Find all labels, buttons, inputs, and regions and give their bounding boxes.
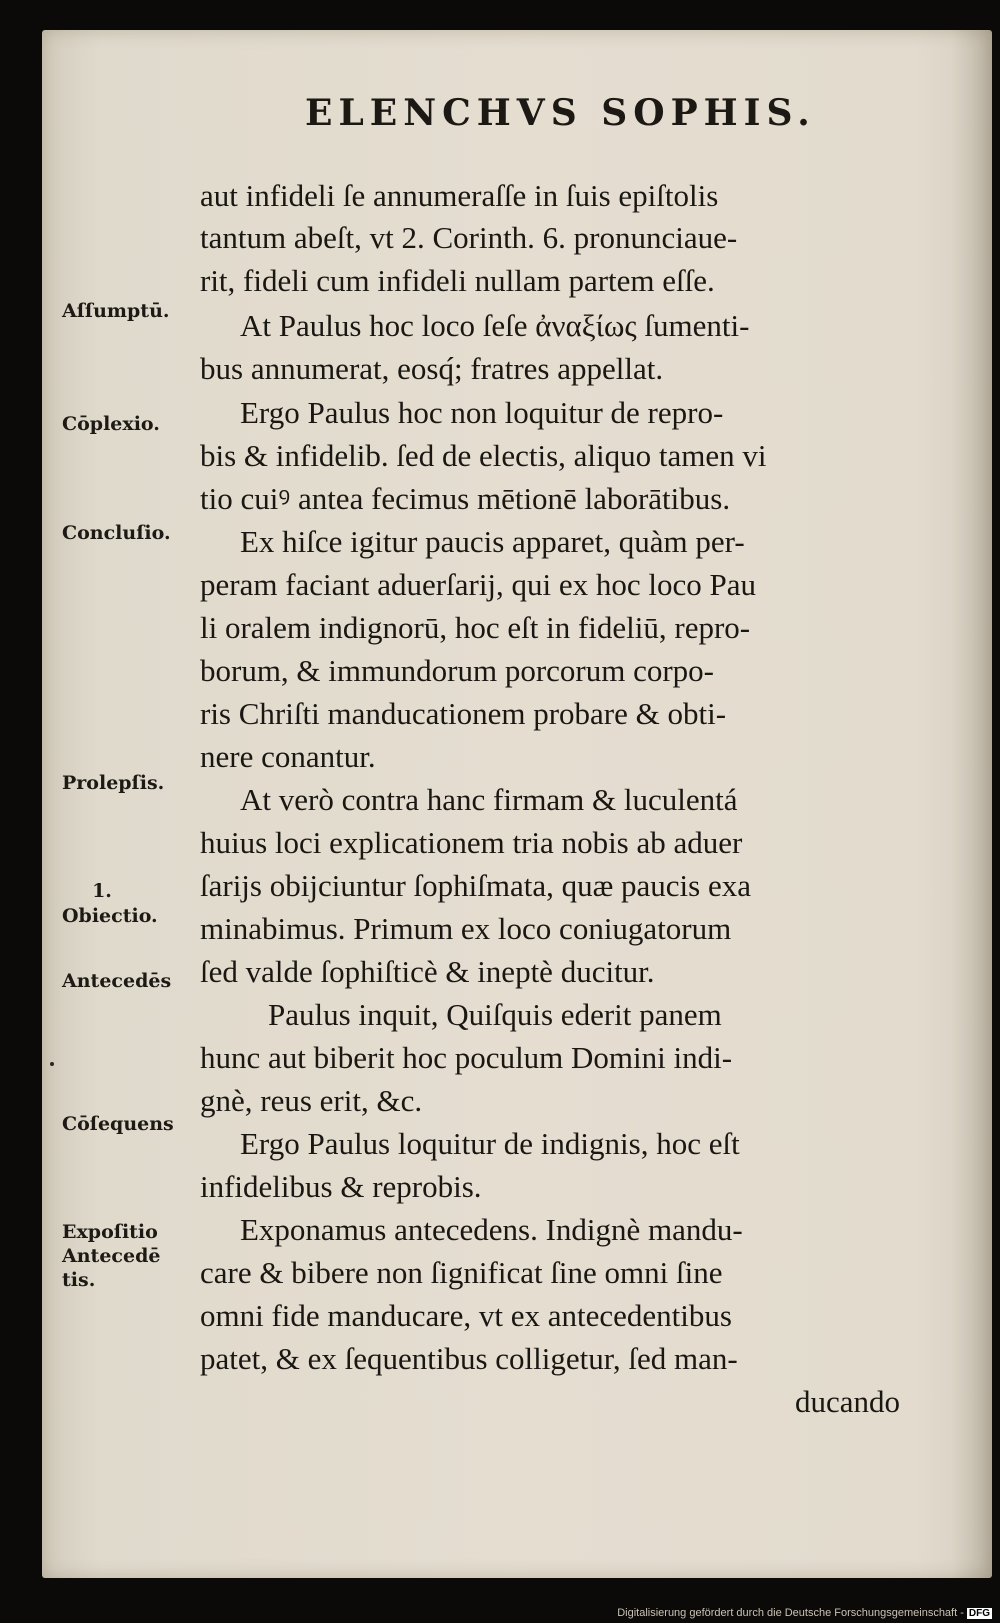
margin-note-antecedens: Antecedēs (62, 970, 172, 992)
text-line: borum, & immundorum porcorum corpo- (200, 653, 714, 688)
margin-note-complexio: Cōplexio. (62, 413, 160, 435)
text-line: At verò contra hanc firmam & luculentá (240, 782, 738, 817)
margin-note-obiectio: Obiectio. (62, 905, 158, 927)
text-line: tantum abeſt, vt 2. Corinth. 6. pronunciaue- (200, 220, 738, 255)
text-line: bus annumerat, eosq́; fratres appellat. (200, 351, 664, 386)
text-line: li oralem indignorū, hoc eſt in fideliū, repro- (200, 610, 751, 645)
text-line: care & bibere non ſignificat ſine omni ſine (200, 1255, 723, 1290)
text-line: hunc aut biberit hoc poculum Domini indi- (200, 1040, 733, 1075)
text-line: ſarijs obijciuntur ſophiſmata, quæ paucis exa (200, 868, 751, 903)
text-line: peram faciant aduerſarij, qui ex hoc loco Pau (200, 567, 757, 602)
text-line: huius loci explicationem tria nobis ab aduer (200, 825, 743, 860)
catchword: ducando (794, 1384, 900, 1419)
ink-speck (50, 1062, 54, 1066)
text-line: tio cuiꝰ antea fecimus mētionē laborātibus. (200, 481, 731, 516)
text-line: omni fide manducare, vt ex antecedentibus (200, 1298, 732, 1333)
text-line: patet, & ex ſequentibus colligetur, ſed man- (200, 1341, 738, 1376)
text-line: nere conantur. (200, 739, 376, 774)
margin-note-conclusio: Concluſio. (62, 522, 171, 544)
text-line: infidelibus & reprobis. (200, 1169, 482, 1204)
margin-note-antecedentis-2: tis. (62, 1269, 96, 1291)
text-line: gnè, reus erit, &c. (200, 1083, 423, 1118)
text-line: Exponamus antecedens. Indignè mandu- (240, 1212, 743, 1247)
margin-note-assumptum: Aſſumptū. (62, 300, 170, 322)
text-line: Ergo Paulus hoc non loquitur de repro- (240, 395, 724, 430)
text-line: Ex hiſce igitur paucis apparet, quàm per- (240, 524, 745, 559)
text-line: minabimus. Primum ex loco coniugatorum (200, 911, 732, 946)
margin-note-expositio: Expoſitio (62, 1221, 158, 1243)
gutter-shadow (952, 30, 992, 1578)
footer-text: Digitalisierung gefördert durch die Deutsche Forschungsgemeinschaft - (617, 1607, 964, 1619)
text-line: ſed valde ſophiſticè & ineptè ducitur. (200, 954, 655, 989)
text-line: Paulus inquit, Quiſquis ederit panem (268, 997, 722, 1032)
text-line: aut infideli ſe annumeraſſe in ſuis epiſtolis (200, 178, 719, 213)
text-line: ris Chriſti manducationem probare & obti- (200, 696, 727, 731)
text-line: bis & infidelib. ſed de electis, aliquo tamen vi (200, 438, 767, 473)
text-line: rit, fideli cum infideli nullam partem eſſe. (200, 263, 715, 298)
text-line: Ergo Paulus loquitur de indignis, hoc eſt (240, 1126, 740, 1161)
running-head: ELENCHVS SOPHIS. (305, 92, 816, 134)
margin-note-prolepsis: Prolepſis. (62, 772, 165, 794)
margin-note-number: 1. (92, 880, 112, 902)
digitization-footer (617, 1607, 992, 1619)
text-line: At Paulus hoc loco ſeſe ἀναξίως ſumenti- (240, 308, 750, 343)
margin-note-antecedentis-1: Antecedē (62, 1245, 161, 1267)
margin-note-consequens: Cōſequens (62, 1113, 174, 1135)
dfg-logo: DFG (968, 1608, 990, 1619)
